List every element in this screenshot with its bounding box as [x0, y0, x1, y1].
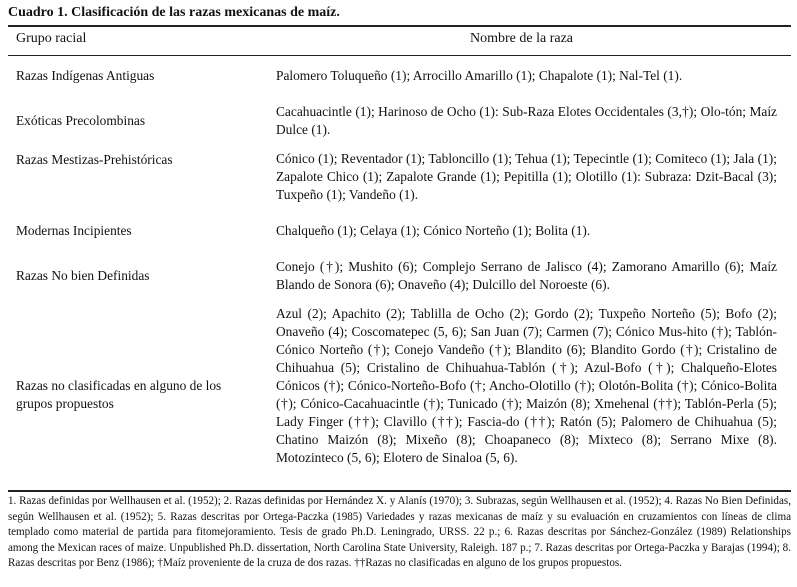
group-cell: Modernas Incipientes — [16, 223, 132, 238]
bottom-rule — [8, 490, 791, 492]
group-cell: Razas no clasificadas en alguno de los grupos propuestos — [16, 378, 222, 411]
header-rule — [8, 55, 791, 56]
header-names: Nombre de la raza — [470, 31, 573, 46]
names-cell: Conejo (†); Mushito (6); Complejo Serrano de Jalisco (4); Zamorano Amarillo (6); Maíz Blando de Sonora (6); Onaveño (4); Dulcillo del Noroeste (6). — [276, 259, 777, 292]
names-cell: Palomero Toluqueño (1); Arrocillo Amarillo (1); Chapalote (1); Nal-Tel (1). — [276, 68, 683, 83]
group-cell: Razas No bien Definidas — [16, 268, 150, 283]
names-cell: Azul (2); Apachito (2); Tablilla de Ocho (2); Gordo (2); Tuxpeño Norteño (5); Bofo (2); Onaveño (4); Coscomatepec (5, 6); San Juan (7); Carmen (7); Cónico Mus-hito (†); Tablón-Cónico Norteño (†); Conejo Vandeño (†); Blandito (6); Blandito Gordo (†); Cristalino de Chihuahua (5); Cristalino de Chihuahua-Tablón (†); Azul-Bofo (†); Chalqueño-Elotes Cónicos (†); Cónico-Norteño-Bofo (†; Ancho-Olotillo (†); Olotón-Bolita (†); Cónico-Bolita (†); Cónico-Cacahuacintle (†); Tunicado (†); Maizón (8); Xmehenal (††); Tablón-Perla (5); Lady Finger (††); Clavillo (††); Fascia-do (††); Ratón (5); Palomero de Chihuahua (5); Chatino Maizón (8); Mixeño (8); Choapaneco (8); Mixteco (8); Serrano Mixe (8). Motozinteco (5, 6); Elotero de Sinaloa (5, 6). — [276, 306, 777, 465]
names-cell: Cacahuacintle (1); Harinoso de Ocho (1): Sub-Raza Elotes Occidentales (3,†); Olo-tón; Maíz Dulce (1). — [276, 104, 777, 137]
group-cell: Exóticas Precolombinas — [16, 113, 146, 128]
top-rule — [8, 25, 791, 27]
names-cell: Chalqueño (1); Celaya (1); Cónico Norteño (1); Bolita (1). — [276, 223, 591, 238]
group-cell: Razas Mestizas-Prehistóricas — [16, 152, 173, 167]
header-group: Grupo racial — [16, 31, 87, 46]
names-cell: Cónico (1); Reventador (1); Tabloncillo (1); Tehua (1); Tepecintle (1); Comiteco (1); Jala (1); Zapalote Chico (1); Zapalote Grande (1); Pepitilla (1); Olotillo (1): Subraza: Dzit-Bacal (3); Tuxpeño (1); Vandeño (1). — [276, 151, 777, 202]
footnote: 1. Razas definidas por Wellhausen et al. (1952); 2. Razas definidas por Hernández X. y Alanís (1970); 3. Subrazas, según Wellhausen et al. (1952); 4. Razas No Bien Definidas, según Wellhausen et al. (1952); 5. Razas descritas por Ortega-Paczka (1985) Variedades y razas mexicanas de maíz y su evaluación en cruzamientos con líneas de clima templado como material de partida para fitomejoramiento. Tesis de grado Ph.D. Leningrado, URSS. 22 p.; 6. Razas descritas por Sánchez-González (1989) Relationships among the Mexican races of maize. Unpublished Ph.D. dissertation, North Carolina State University, Raleigh. 187 p.; 7. Razas descritas por Ortega-Paczka y Barajas (1994); 8. Razas descritas por Benz (1986); †Maíz proveniente de la cruza de dos razas. ††Razas no clasificadas en alguno de los grupos propuestos. — [8, 495, 791, 569]
table-caption: Cuadro 1. Clasificación de las razas mexicanas de maíz. — [8, 5, 340, 20]
group-cell: Razas Indígenas Antiguas — [16, 68, 155, 83]
